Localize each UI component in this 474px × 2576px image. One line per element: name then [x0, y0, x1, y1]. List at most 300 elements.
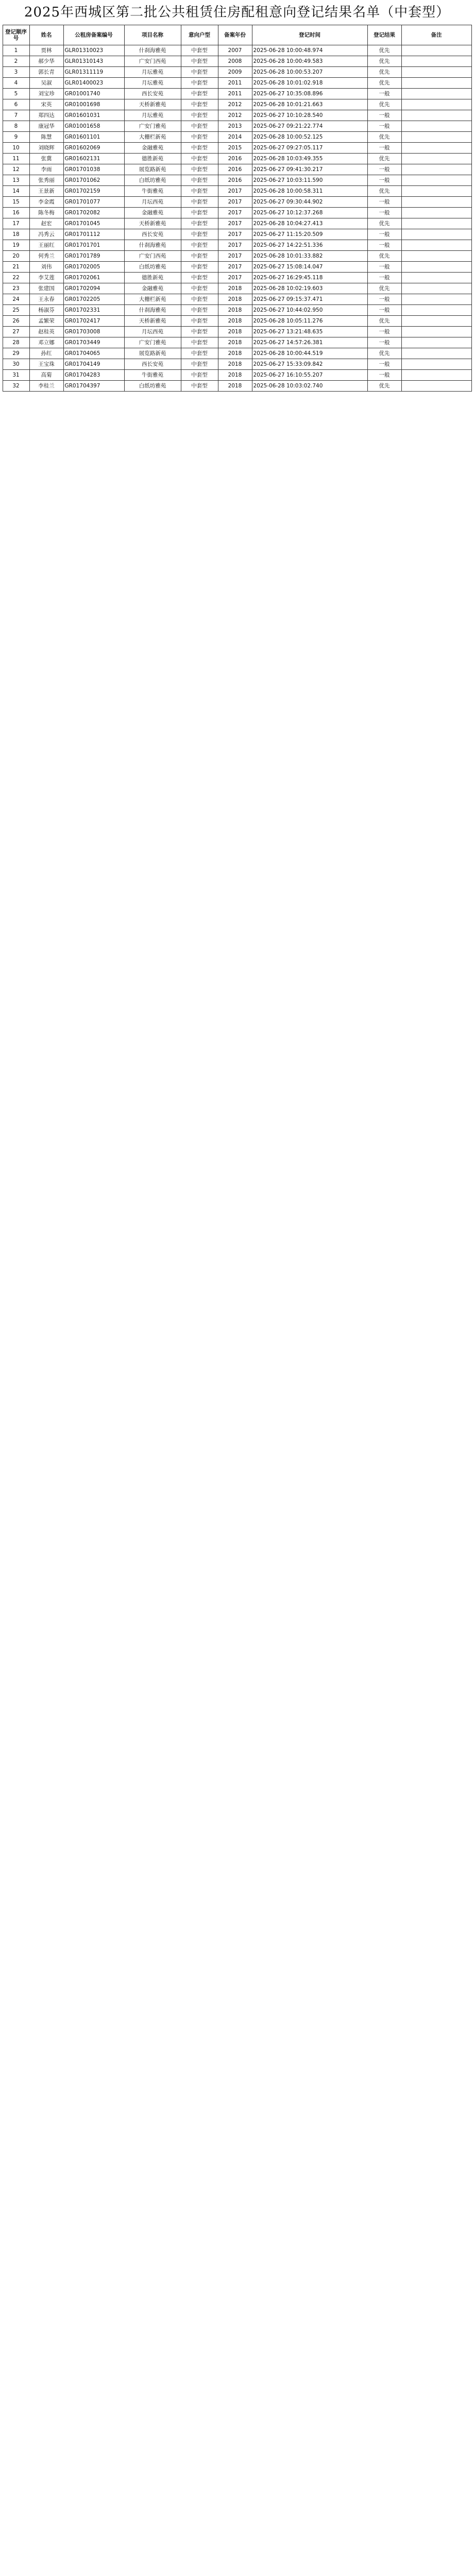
table-row — [3, 348, 471, 359]
cell-unit-type: 中套型 — [181, 229, 218, 240]
cell-filing-no: GLR01310143 — [63, 56, 124, 67]
cell-seq: 3 — [3, 67, 29, 78]
cell-time: 2025-06-27 09:21:22.774 — [252, 121, 367, 132]
cell-time: 2025-06-27 10:12:37.268 — [252, 208, 367, 218]
cell-name: 张冀 — [29, 154, 63, 164]
cell-project: 月坛雅苑 — [124, 67, 181, 78]
cell-project: 金融雅苑 — [124, 283, 181, 294]
cell-year: 2017 — [218, 240, 252, 251]
cell-project: 广安门西苑 — [124, 56, 181, 67]
cell-project: 月坛西苑 — [124, 197, 181, 208]
cell-name: 刘伟 — [29, 262, 63, 273]
cell-note — [401, 359, 471, 370]
cell-note — [401, 45, 471, 56]
cell-name: 郭长青 — [29, 67, 63, 78]
cell-seq: 7 — [3, 110, 29, 121]
cell-year: 2011 — [218, 78, 252, 89]
cell-filing-no: GR01703008 — [63, 327, 124, 337]
cell-unit-type: 中套型 — [181, 327, 218, 337]
table-row — [3, 89, 471, 99]
cell-unit-type: 中套型 — [181, 197, 218, 208]
cell-result: 优先 — [367, 251, 401, 262]
table-row — [3, 327, 471, 337]
cell-project: 广安门雅苑 — [124, 337, 181, 348]
cell-name: 何秀兰 — [29, 251, 63, 262]
cell-result: 一般 — [367, 121, 401, 132]
cell-name: 高菊 — [29, 370, 63, 381]
cell-result: 一般 — [367, 143, 401, 154]
cell-result: 一般 — [367, 262, 401, 273]
cell-project: 大栅栏新苑 — [124, 294, 181, 305]
cell-note — [401, 370, 471, 381]
cell-note — [401, 208, 471, 218]
cell-filing-no: GR01704065 — [63, 348, 124, 359]
cell-year: 2011 — [218, 89, 252, 99]
cell-seq: 11 — [3, 154, 29, 164]
cell-project: 西长安苑 — [124, 229, 181, 240]
cell-name: 张建国 — [29, 283, 63, 294]
cell-unit-type: 中套型 — [181, 89, 218, 99]
cell-name: 赵桂英 — [29, 327, 63, 337]
cell-project: 月坛雅苑 — [124, 78, 181, 89]
cell-seq: 29 — [3, 348, 29, 359]
cell-filing-no: GR01702005 — [63, 262, 124, 273]
cell-name: 贾林 — [29, 45, 63, 56]
cell-result: 一般 — [367, 110, 401, 121]
cell-seq: 16 — [3, 208, 29, 218]
cell-project: 牛街雅苑 — [124, 370, 181, 381]
cell-project: 白纸坊雅苑 — [124, 381, 181, 392]
column-header-seq: 登记顺序号 — [3, 25, 29, 45]
cell-time: 2025-06-28 10:00:48.974 — [252, 45, 367, 56]
cell-year: 2018 — [218, 283, 252, 294]
cell-name: 李金霞 — [29, 197, 63, 208]
cell-note — [401, 240, 471, 251]
cell-time: 2025-06-28 10:02:19.603 — [252, 283, 367, 294]
cell-project: 月坛西苑 — [124, 327, 181, 337]
cell-name: 王永春 — [29, 294, 63, 305]
cell-project: 什刹海雅苑 — [124, 305, 181, 316]
table-row — [3, 283, 471, 294]
cell-filing-no: GR01703449 — [63, 337, 124, 348]
cell-result: 优先 — [367, 348, 401, 359]
cell-project: 德胜新苑 — [124, 273, 181, 283]
cell-result: 一般 — [367, 370, 401, 381]
cell-note — [401, 132, 471, 143]
cell-unit-type: 中套型 — [181, 251, 218, 262]
column-header-year: 备案年份 — [218, 25, 252, 45]
cell-name: 康冠华 — [29, 121, 63, 132]
cell-result: 一般 — [367, 175, 401, 186]
cell-note — [401, 67, 471, 78]
cell-note — [401, 164, 471, 175]
table-row — [3, 370, 471, 381]
cell-year: 2018 — [218, 327, 252, 337]
cell-time: 2025-06-27 10:10:28.540 — [252, 110, 367, 121]
cell-unit-type: 中套型 — [181, 186, 218, 197]
cell-time: 2025-06-27 14:22:51.336 — [252, 240, 367, 251]
cell-filing-no: GR01001740 — [63, 89, 124, 99]
cell-result: 优先 — [367, 154, 401, 164]
cell-note — [401, 381, 471, 392]
cell-note — [401, 283, 471, 294]
cell-result: 一般 — [367, 197, 401, 208]
cell-project: 什刹海雅苑 — [124, 45, 181, 56]
cell-project: 广安门雅苑 — [124, 121, 181, 132]
cell-project: 展览路新苑 — [124, 164, 181, 175]
table-header-row — [3, 25, 471, 45]
cell-note — [401, 175, 471, 186]
cell-year: 2007 — [218, 45, 252, 56]
cell-time: 2025-06-28 10:00:49.583 — [252, 56, 367, 67]
cell-name: 杨淑芬 — [29, 305, 63, 316]
cell-unit-type: 中套型 — [181, 110, 218, 121]
cell-seq: 22 — [3, 273, 29, 283]
cell-time: 2025-06-27 09:41:30.217 — [252, 164, 367, 175]
cell-result: 一般 — [367, 273, 401, 283]
cell-result: 优先 — [367, 99, 401, 110]
cell-time: 2025-06-27 11:15:20.509 — [252, 229, 367, 240]
cell-unit-type: 中套型 — [181, 381, 218, 392]
cell-filing-no: GR01701062 — [63, 175, 124, 186]
cell-seq: 19 — [3, 240, 29, 251]
cell-seq: 20 — [3, 251, 29, 262]
cell-name: 李艾莲 — [29, 273, 63, 283]
cell-note — [401, 327, 471, 337]
cell-note — [401, 294, 471, 305]
cell-project: 天桥新雅苑 — [124, 99, 181, 110]
cell-note — [401, 337, 471, 348]
cell-unit-type: 中套型 — [181, 348, 218, 359]
cell-seq: 5 — [3, 89, 29, 99]
cell-seq: 18 — [3, 229, 29, 240]
cell-year: 2017 — [218, 218, 252, 229]
cell-time: 2025-06-27 14:57:26.381 — [252, 337, 367, 348]
column-header-project: 项目名称 — [124, 25, 181, 45]
table-row — [3, 294, 471, 305]
cell-unit-type: 中套型 — [181, 337, 218, 348]
cell-time: 2025-06-28 10:00:53.207 — [252, 67, 367, 78]
cell-result: 优先 — [367, 316, 401, 327]
cell-seq: 1 — [3, 45, 29, 56]
cell-project: 展览路新苑 — [124, 348, 181, 359]
cell-filing-no: GR01601101 — [63, 132, 124, 143]
cell-filing-no: GLR01311119 — [63, 67, 124, 78]
cell-seq: 32 — [3, 381, 29, 392]
cell-year: 2017 — [218, 262, 252, 273]
cell-result: 一般 — [367, 359, 401, 370]
cell-seq: 25 — [3, 305, 29, 316]
cell-note — [401, 78, 471, 89]
cell-time: 2025-06-27 09:15:37.471 — [252, 294, 367, 305]
cell-year: 2009 — [218, 67, 252, 78]
cell-name: 王宝珠 — [29, 359, 63, 370]
cell-time: 2025-06-27 15:33:09.842 — [252, 359, 367, 370]
cell-filing-no: GR01701112 — [63, 229, 124, 240]
column-header-note: 备注 — [401, 25, 471, 45]
cell-note — [401, 154, 471, 164]
table-row — [3, 273, 471, 283]
table-row — [3, 229, 471, 240]
cell-note — [401, 121, 471, 132]
cell-year: 2012 — [218, 99, 252, 110]
cell-time: 2025-06-27 13:21:48.635 — [252, 327, 367, 337]
cell-time: 2025-06-27 16:29:45.118 — [252, 273, 367, 283]
cell-filing-no: GR01704397 — [63, 381, 124, 392]
cell-unit-type: 中套型 — [181, 175, 218, 186]
cell-seq: 30 — [3, 359, 29, 370]
cell-seq: 2 — [3, 56, 29, 67]
cell-name: 邓立娜 — [29, 337, 63, 348]
cell-year: 2017 — [218, 229, 252, 240]
cell-year: 2018 — [218, 294, 252, 305]
cell-note — [401, 273, 471, 283]
column-header-name: 姓名 — [29, 25, 63, 45]
cell-filing-no: GR01702331 — [63, 305, 124, 316]
cell-seq: 17 — [3, 218, 29, 229]
cell-year: 2018 — [218, 305, 252, 316]
cell-unit-type: 中套型 — [181, 240, 218, 251]
cell-year: 2008 — [218, 56, 252, 67]
cell-note — [401, 262, 471, 273]
cell-filing-no: GR01702159 — [63, 186, 124, 197]
cell-unit-type: 中套型 — [181, 45, 218, 56]
cell-filing-no: GLR01310023 — [63, 45, 124, 56]
table-row — [3, 305, 471, 316]
cell-result: 优先 — [367, 67, 401, 78]
cell-result: 一般 — [367, 240, 401, 251]
cell-filing-no: GR01001658 — [63, 121, 124, 132]
table-row — [3, 67, 471, 78]
cell-year: 2016 — [218, 164, 252, 175]
cell-seq: 13 — [3, 175, 29, 186]
cell-unit-type: 中套型 — [181, 154, 218, 164]
cell-filing-no: GLR01400023 — [63, 78, 124, 89]
cell-name: 李雨 — [29, 164, 63, 175]
cell-unit-type: 中套型 — [181, 132, 218, 143]
table-row — [3, 143, 471, 154]
cell-filing-no: GR01704283 — [63, 370, 124, 381]
table-row — [3, 164, 471, 175]
cell-note — [401, 143, 471, 154]
cell-project: 德胜新苑 — [124, 154, 181, 164]
cell-result: 优先 — [367, 45, 401, 56]
registration-table — [3, 25, 472, 392]
cell-project: 金融雅苑 — [124, 143, 181, 154]
cell-result: 优先 — [367, 56, 401, 67]
table-row — [3, 186, 471, 197]
cell-unit-type: 中套型 — [181, 218, 218, 229]
cell-unit-type: 中套型 — [181, 305, 218, 316]
cell-filing-no: GR01701701 — [63, 240, 124, 251]
cell-note — [401, 218, 471, 229]
cell-name: 宋英 — [29, 99, 63, 110]
cell-note — [401, 316, 471, 327]
cell-unit-type: 中套型 — [181, 208, 218, 218]
cell-time: 2025-06-27 10:35:08.896 — [252, 89, 367, 99]
cell-time: 2025-06-27 10:44:02.950 — [252, 305, 367, 316]
cell-name: 冯秀云 — [29, 229, 63, 240]
cell-result: 一般 — [367, 229, 401, 240]
cell-name: 陈冬梅 — [29, 208, 63, 218]
table-row — [3, 381, 471, 392]
table-row — [3, 208, 471, 218]
cell-filing-no: GR01702205 — [63, 294, 124, 305]
cell-name: 王景新 — [29, 186, 63, 197]
cell-year: 2015 — [218, 143, 252, 154]
table-row — [3, 240, 471, 251]
cell-project: 白纸坊雅苑 — [124, 262, 181, 273]
cell-year: 2016 — [218, 154, 252, 164]
cell-project: 西长安苑 — [124, 89, 181, 99]
cell-filing-no: GR01702082 — [63, 208, 124, 218]
cell-time: 2025-06-28 10:03:49.355 — [252, 154, 367, 164]
table-row — [3, 56, 471, 67]
cell-note — [401, 348, 471, 359]
cell-note — [401, 305, 471, 316]
cell-unit-type: 中套型 — [181, 164, 218, 175]
table-row — [3, 337, 471, 348]
cell-note — [401, 251, 471, 262]
cell-result: 一般 — [367, 294, 401, 305]
cell-filing-no: GR01001698 — [63, 99, 124, 110]
cell-unit-type: 中套型 — [181, 262, 218, 273]
cell-filing-no: GR01701077 — [63, 197, 124, 208]
cell-result: 一般 — [367, 327, 401, 337]
cell-name: 王丽红 — [29, 240, 63, 251]
table-row — [3, 197, 471, 208]
cell-result: 一般 — [367, 208, 401, 218]
cell-name: 刘晓辉 — [29, 143, 63, 154]
cell-time: 2025-06-28 10:03:02.740 — [252, 381, 367, 392]
cell-time: 2025-06-27 15:08:14.047 — [252, 262, 367, 273]
cell-note — [401, 186, 471, 197]
cell-unit-type: 中套型 — [181, 67, 218, 78]
cell-result: 一般 — [367, 337, 401, 348]
cell-result: 优先 — [367, 78, 401, 89]
table-row — [3, 99, 471, 110]
cell-project: 天桥新雅苑 — [124, 218, 181, 229]
cell-project: 牛街雅苑 — [124, 186, 181, 197]
cell-unit-type: 中套型 — [181, 99, 218, 110]
column-header-time: 登记时间 — [252, 25, 367, 45]
cell-seq: 14 — [3, 186, 29, 197]
table-row — [3, 121, 471, 132]
table-row — [3, 359, 471, 370]
cell-project: 大栅栏新苑 — [124, 132, 181, 143]
cell-project: 白纸坊雅苑 — [124, 175, 181, 186]
cell-time: 2025-06-28 10:01:02.918 — [252, 78, 367, 89]
cell-seq: 23 — [3, 283, 29, 294]
cell-filing-no: GR01702094 — [63, 283, 124, 294]
cell-time: 2025-06-28 10:00:52.125 — [252, 132, 367, 143]
cell-time: 2025-06-28 10:01:33.882 — [252, 251, 367, 262]
cell-name: 吴淑 — [29, 78, 63, 89]
cell-project: 月坛雅苑 — [124, 110, 181, 121]
cell-name: 孟繁荣 — [29, 316, 63, 327]
cell-year: 2016 — [218, 175, 252, 186]
cell-unit-type: 中套型 — [181, 56, 218, 67]
cell-project: 西长安苑 — [124, 359, 181, 370]
table-row — [3, 154, 471, 164]
column-header-filing-no: 公租房备案编号 — [63, 25, 124, 45]
cell-seq: 4 — [3, 78, 29, 89]
cell-result: 优先 — [367, 132, 401, 143]
column-header-result: 登记结果 — [367, 25, 401, 45]
cell-filing-no: GR01704149 — [63, 359, 124, 370]
cell-name: 孙红 — [29, 348, 63, 359]
cell-seq: 15 — [3, 197, 29, 208]
cell-unit-type: 中套型 — [181, 370, 218, 381]
cell-result: 优先 — [367, 218, 401, 229]
cell-filing-no: GR01701789 — [63, 251, 124, 262]
table-body — [3, 45, 471, 392]
cell-filing-no: GR01602069 — [63, 143, 124, 154]
column-header-unit-type: 意向户型 — [181, 25, 218, 45]
cell-time: 2025-06-27 10:03:11.590 — [252, 175, 367, 186]
cell-filing-no: GR01602131 — [63, 154, 124, 164]
cell-result: 优先 — [367, 283, 401, 294]
cell-year: 2018 — [218, 370, 252, 381]
cell-filing-no: GR01601031 — [63, 110, 124, 121]
cell-name: 张秀丽 — [29, 175, 63, 186]
cell-year: 2014 — [218, 132, 252, 143]
table-row — [3, 132, 471, 143]
cell-time: 2025-06-27 16:10:55.207 — [252, 370, 367, 381]
cell-seq: 10 — [3, 143, 29, 154]
cell-unit-type: 中套型 — [181, 316, 218, 327]
table-row — [3, 45, 471, 56]
cell-name: 郝少华 — [29, 56, 63, 67]
cell-seq: 6 — [3, 99, 29, 110]
cell-result: 一般 — [367, 305, 401, 316]
cell-time: 2025-06-28 10:00:44.519 — [252, 348, 367, 359]
table-row — [3, 110, 471, 121]
cell-unit-type: 中套型 — [181, 121, 218, 132]
cell-seq: 12 — [3, 164, 29, 175]
cell-result: 一般 — [367, 89, 401, 99]
cell-year: 2018 — [218, 316, 252, 327]
table-row — [3, 218, 471, 229]
cell-year: 2017 — [218, 208, 252, 218]
cell-note — [401, 56, 471, 67]
cell-project: 天桥新雅苑 — [124, 316, 181, 327]
cell-year: 2018 — [218, 337, 252, 348]
table-row — [3, 78, 471, 89]
cell-name: 陈慧 — [29, 132, 63, 143]
cell-year: 2012 — [218, 110, 252, 121]
cell-seq: 28 — [3, 337, 29, 348]
cell-filing-no: GR01701045 — [63, 218, 124, 229]
cell-time: 2025-06-28 10:00:58.311 — [252, 186, 367, 197]
cell-seq: 21 — [3, 262, 29, 273]
cell-year: 2017 — [218, 186, 252, 197]
cell-unit-type: 中套型 — [181, 294, 218, 305]
table-row — [3, 175, 471, 186]
cell-unit-type: 中套型 — [181, 273, 218, 283]
cell-result: 优先 — [367, 186, 401, 197]
cell-time: 2025-06-27 09:30:44.902 — [252, 197, 367, 208]
cell-unit-type: 中套型 — [181, 78, 218, 89]
cell-time: 2025-06-28 10:05:11.276 — [252, 316, 367, 327]
cell-result: 一般 — [367, 164, 401, 175]
cell-note — [401, 99, 471, 110]
cell-unit-type: 中套型 — [181, 359, 218, 370]
cell-seq: 24 — [3, 294, 29, 305]
table-row — [3, 251, 471, 262]
cell-name: 赵宏 — [29, 218, 63, 229]
cell-name: 刘宝珍 — [29, 89, 63, 99]
